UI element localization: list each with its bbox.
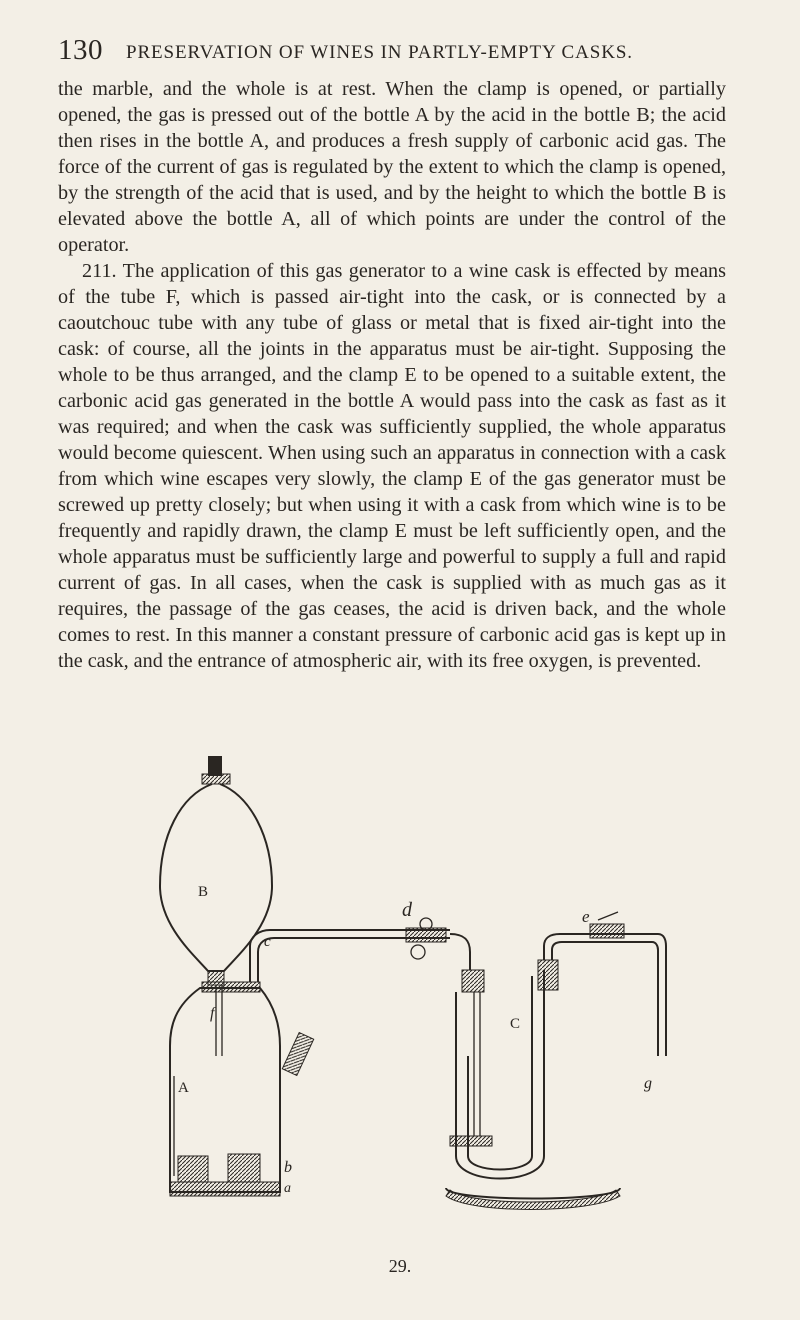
vessel-c [450,934,544,1179]
apparatus-illustration [150,756,690,1236]
label-tube-c: c [264,934,271,950]
page-number: 130 [58,34,103,66]
label-vessel-c: C [510,1016,521,1032]
label-g: g [644,1075,652,1092]
page-header [58,34,730,74]
plate-number: 29. [388,1256,412,1276]
label-d: d [402,899,412,921]
label-bottle-b: B [198,884,209,900]
label-f: f [210,1005,215,1022]
clamp-d [406,918,446,959]
label-bottle-a: A [178,1080,189,1096]
bottle-b [160,756,272,1056]
label-b: b [284,1159,292,1176]
marble-pieces [170,1154,280,1196]
apparatus-figure [150,756,690,1236]
paragraph: 211. The application of this gas generator to a wine cask is effected by means of the tube F, which is passed air-tight into the cask, or is connected by a caoutchouc tube with any tube of glass or metal that is fixed air-tight into the cask: of course, all the joints in the apparatus must be air-tight. Supposing the whole to be thus arranged, and the clamp E to be opened to a suitable extent, the carbonic acid gas generated in the bottle A would pass into the cask as fast as it was required; and when the cask was sufficiently supplied, the whole apparatus would become quiescent. When using such an apparatus in connection with a cask from which wine escapes very slowly, the clamp E of the gas generator must be screwed up pretty closely; but when using it with a cask from which wine is to be frequently and rapidly drawn, the clamp E must be left sufficiently open, and the whole apparatus must be sufficiently large and powerful to supply a full and rapid current of gas. In all cases, when the cask is supplied with as much gas as it requires, the passage of the gas ceases, the acid is driven back, and the whole comes to rest. In this manner a constant pressure of carbonic acid gas is kept up in the cask, and the entrance of atmospheric air, with its free oxygen, is prevented. [58,260,726,672]
paragraph: the marble, and the whole is at rest. When the clamp is opened, or partially opened, the gas is pressed out of the bottle A by the acid in the bottle B; the acid then rises in the bottle A, and produces a fresh supply of carbonic acid gas. The force of the current of gas is regulated by the extent to which the clamp is opened, by the strength of the acid that is used, and by the height to which the bottle B is elevated above the bottle A, all of which points are under the control of the operator. [58,78,726,256]
label-a: a [284,1181,291,1196]
tube-e [538,912,666,1056]
label-e: e [582,907,590,926]
running-title: PRESERVATION OF WINES IN PARTLY-EMPTY CASKS. [126,42,633,63]
base-dish [446,1188,620,1210]
body-text [58,76,726,674]
